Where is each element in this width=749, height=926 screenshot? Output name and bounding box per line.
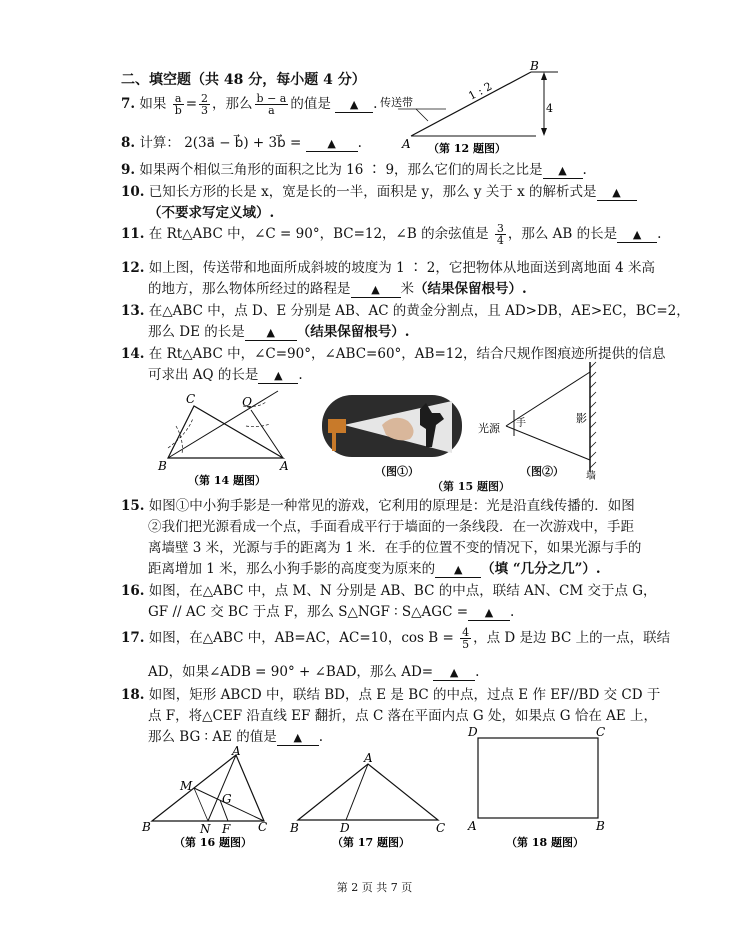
point-B: B bbox=[158, 459, 167, 473]
figure-15-image-2 bbox=[478, 360, 600, 480]
figure-15-caption: （第 15 题图） bbox=[432, 480, 510, 493]
point-D: D bbox=[340, 821, 350, 835]
point-C: C bbox=[596, 725, 606, 739]
question-number: 10. bbox=[121, 184, 145, 200]
figure-15-label-2: （图②） bbox=[520, 465, 564, 478]
question-number: 17. bbox=[121, 630, 145, 646]
figure-17 bbox=[288, 752, 453, 852]
point-C: C bbox=[436, 821, 446, 835]
question-18-line2: 点 F，将△CEF 沿直线 EF 翻折，点 C 落在平面内点 G 处，如果点 G 恰在 AE 上， bbox=[148, 708, 658, 724]
point-A: A bbox=[402, 137, 411, 151]
question-number: 9. bbox=[121, 162, 136, 178]
question-12-line2: 的地方，那么物体所经过的路程是 ▲ 米（结果保留根号）. bbox=[148, 281, 527, 297]
hand-label: 手 bbox=[516, 418, 526, 429]
point-N: N bbox=[200, 822, 211, 836]
light-source-label: 光源 bbox=[478, 422, 500, 435]
figure-16 bbox=[136, 745, 286, 855]
question-text: 如图①中小狗手影是一种常见的游戏，它利用的原理是：光是沿直线传播的．如图 bbox=[148, 498, 635, 514]
point-B: B bbox=[142, 820, 151, 834]
point-B: B bbox=[530, 60, 539, 73]
question-text: ，那么 bbox=[212, 96, 253, 112]
answer-blank[interactable]: ▲ bbox=[433, 666, 475, 681]
figure-caption: （第 14 题图） bbox=[188, 474, 266, 487]
question-text: 计算： bbox=[139, 135, 180, 151]
math-expression: 2(3a⃗ − b⃗) + 3b⃗ = bbox=[184, 135, 302, 151]
question-number: 15. bbox=[121, 498, 145, 514]
question-number: 14. bbox=[121, 346, 145, 362]
question-15-line2: ②我们把光源看成一个点，手面看成平行于墙面的一条线段．在一次游戏中，手距 bbox=[148, 519, 634, 535]
point-A: A bbox=[280, 459, 289, 473]
ratio-label: 1 : 2 bbox=[466, 79, 495, 103]
question-9: 9. 如果两个相似三角形的面积之比为 16 ∶ 9，那么它们的周长之比是 ▲ . bbox=[121, 162, 587, 178]
figure-caption: （第 12 题图） bbox=[428, 142, 506, 155]
question-11: 11. 在 Rt△ABC 中，∠C = 90°，BC=12，∠B 的余弦值是 $\frac{3}{4}$ ，那么 AB 的长是 ▲ . bbox=[121, 222, 662, 247]
question-13 bbox=[121, 299, 690, 319]
figure-caption: （第 18 题图） bbox=[506, 836, 584, 849]
figure-14 bbox=[148, 388, 298, 488]
figure-caption: （第 17 题图） bbox=[332, 836, 410, 849]
point-A: A bbox=[468, 819, 477, 833]
point-F: F bbox=[222, 822, 231, 836]
question-7: 7. 如果 $\frac{a}{b}$ = $\frac{2}{3}$ ，那么 $\frac{b - a}{a}$ 的值是 ▲ . bbox=[121, 92, 378, 117]
figure-15-image-1 bbox=[322, 395, 462, 457]
question-18 bbox=[121, 683, 660, 703]
answer-blank[interactable]: ▲ bbox=[335, 98, 373, 113]
question-16 bbox=[121, 579, 657, 599]
question-text: ，那么 AB 的长是 bbox=[507, 226, 618, 242]
question-18-line3: 那么 BG ∶ AE 的值是 ▲ . bbox=[148, 729, 324, 745]
answer-blank[interactable]: ▲ bbox=[245, 326, 297, 341]
equals-sign: = bbox=[185, 96, 198, 112]
height-label: 4 bbox=[546, 102, 553, 115]
point-G: G bbox=[222, 792, 232, 806]
question-12 bbox=[121, 256, 655, 276]
fraction-2-3: $\frac{2}{3}$ bbox=[201, 92, 209, 117]
question-17-line2: AD，如果∠ADB = 90° + ∠BAD，那么 AD= ▲ . bbox=[148, 664, 480, 680]
question-text: 在 Rt△ABC 中，∠C=90°，∠ABC=60°，AB=12，结合尺规作图痕迹所提供的信息 bbox=[148, 346, 666, 362]
answer-blank[interactable]: ▲ bbox=[617, 228, 657, 243]
figure-18 bbox=[462, 724, 612, 852]
point-M: M bbox=[180, 779, 193, 793]
question-number: 8. bbox=[121, 135, 136, 151]
question-text: 如图，矩形 ABCD 中，联结 BD，点 E 是 BC 的中点，过点 E 作 EF//BD 交 CD 于 bbox=[148, 687, 661, 703]
question-15-line3: 离墙壁 3 米，光源与手的距离为 1 米．在手的位置不变的情况下，如果光源与手的 bbox=[148, 540, 642, 556]
page-footer: 第 2 页 共 7 页 bbox=[336, 881, 413, 894]
question-text: 如果两个相似三角形的面积之比为 16 ∶ 9，那么它们的周长之比是 bbox=[139, 162, 543, 178]
question-8: 8. 计算： 2(3a⃗ − b⃗) + 3b⃗ = ▲ . bbox=[121, 135, 362, 151]
fraction-3-4: $\frac{3}{4}$ bbox=[496, 222, 504, 247]
fraction-a-b: $\frac{a}{b}$ bbox=[174, 92, 182, 117]
question-14-line2: 可求出 AQ 的长是 ▲ . bbox=[148, 367, 303, 383]
question-15-line4: 距离增加 1 米，那么小狗手影的高度变为原来的 ▲ （填 “几分之几”）. bbox=[148, 561, 601, 577]
answer-blank[interactable]: ▲ bbox=[306, 137, 358, 152]
point-C: C bbox=[186, 392, 196, 406]
shadow-label: 影 bbox=[576, 412, 587, 425]
question-number: 11. bbox=[121, 226, 145, 242]
point-Q: Q bbox=[242, 395, 252, 409]
question-text: 的值是 bbox=[290, 96, 331, 112]
question-17 bbox=[121, 626, 670, 650]
question-number: 12. bbox=[121, 260, 145, 276]
question-15 bbox=[121, 494, 635, 514]
answer-blank[interactable]: ▲ bbox=[468, 606, 510, 621]
answer-blank[interactable]: ▲ bbox=[351, 283, 401, 298]
answer-blank[interactable]: ▲ bbox=[435, 563, 481, 578]
question-text: 如图，在△ABC 中，点 M、N 分别是 AB、BC 的中点，联结 AN、CM 交于点 G， bbox=[148, 583, 657, 599]
question-text: 如上图，传送带和地面所成斜坡的坡度为 1 ∶ 2，它把物体从地面送到离地面 4 米高 bbox=[148, 260, 656, 276]
point-A: A bbox=[364, 752, 373, 765]
question-10-note: （不要求写定义域）. bbox=[148, 205, 275, 221]
question-10 bbox=[121, 180, 637, 201]
point-D: D bbox=[468, 725, 478, 739]
point-B: B bbox=[596, 819, 605, 833]
question-number: 13. bbox=[121, 303, 145, 319]
section-title: 二、填空题（共 48 分，每小题 4 分） bbox=[121, 72, 366, 88]
point-B: B bbox=[290, 821, 299, 835]
belt-label: 传送带 bbox=[380, 96, 413, 109]
figure-12 bbox=[376, 60, 576, 170]
question-text: 如果 bbox=[139, 96, 167, 112]
question-text: 如图，在△ABC 中，AB=AC，AC=10，cos B = bbox=[148, 630, 454, 646]
question-number: 16. bbox=[121, 583, 145, 599]
answer-blank[interactable]: ▲ bbox=[258, 369, 298, 384]
point-C: C bbox=[258, 820, 268, 834]
wall-label: 墙 bbox=[586, 471, 596, 480]
question-number: 18. bbox=[121, 687, 145, 703]
question-text: ，点 D 是边 BC 上的一点，联结 bbox=[473, 630, 671, 646]
figure-caption: （第 16 题图） bbox=[174, 836, 252, 849]
answer-blank[interactable]: ▲ bbox=[543, 164, 583, 179]
question-text: 在 Rt△ABC 中，∠C = 90°，BC=12，∠B 的余弦值是 bbox=[148, 226, 489, 242]
question-text: 在△ABC 中，点 D、E 分别是 AB、AC 的黄金分割点，且 AD>DB，AE>EC，BC=2， bbox=[148, 303, 690, 319]
answer-blank[interactable]: ▲ bbox=[277, 731, 319, 746]
point-A: A bbox=[232, 745, 241, 758]
question-14 bbox=[121, 342, 665, 362]
question-16-line2: GF // AC 交 BC 于点 F，那么 S△NGF ∶ S△AGC = ▲ . bbox=[148, 604, 515, 620]
fraction-b-minus-a: $\frac{b - a}{a}$ bbox=[256, 92, 287, 117]
question-13-line2: 那么 DE 的长是 ▲ （结果保留根号）. bbox=[148, 324, 410, 340]
answer-blank[interactable]: ▲ bbox=[597, 186, 637, 201]
question-text: 已知长方形的长是 x，宽是长的一半，面积是 y，那么 y 关于 x 的解析式是 bbox=[148, 184, 597, 200]
fraction-4-5: $\frac{4}{5}$ bbox=[462, 626, 470, 651]
figure-15-label-1: （图①） bbox=[375, 465, 419, 478]
question-number: 7. bbox=[121, 96, 136, 112]
